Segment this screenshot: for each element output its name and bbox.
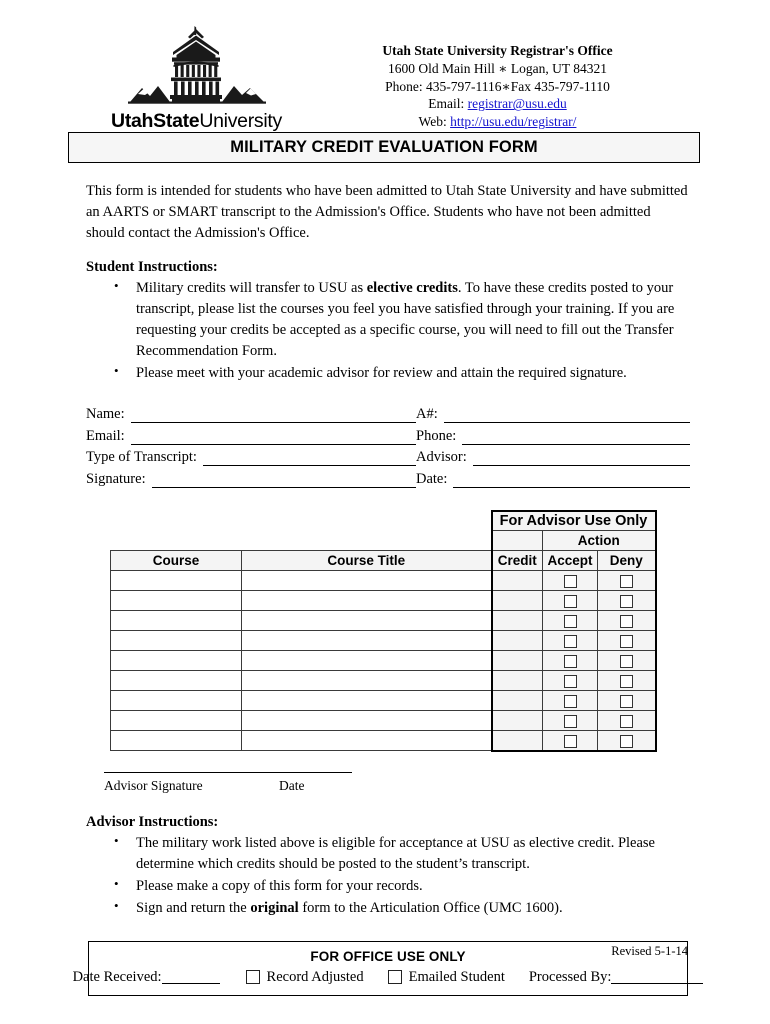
table-row-action-banner xyxy=(111,531,656,551)
field-signature[interactable] xyxy=(86,469,416,488)
cell-deny[interactable] xyxy=(598,671,656,691)
cell-credit[interactable] xyxy=(492,691,543,711)
wordmark-bold: UtahState xyxy=(111,110,200,132)
office-address: 1600 Old Main Hill ∗ Logan, UT 84321 xyxy=(388,60,607,76)
usu-wordmark xyxy=(111,110,282,133)
office-email-line xyxy=(295,95,700,113)
column-header-credit: Credit xyxy=(492,551,543,571)
table-row-advisor-banner xyxy=(111,511,656,531)
website-link[interactable]: http://usu.edu/registrar/ xyxy=(450,114,577,130)
cell-course-title[interactable] xyxy=(242,691,492,711)
cell-accept[interactable] xyxy=(543,611,598,631)
cell-deny[interactable] xyxy=(598,611,656,631)
phone-input[interactable] xyxy=(462,431,690,445)
cell-credit[interactable] xyxy=(492,711,543,731)
cell-course[interactable] xyxy=(111,631,242,651)
accept-checkbox[interactable] xyxy=(564,675,577,688)
cell-course-title[interactable] xyxy=(242,711,492,731)
cell-accept[interactable] xyxy=(543,591,598,611)
cell-deny[interactable] xyxy=(598,711,656,731)
document-header xyxy=(0,0,770,132)
form-body xyxy=(0,181,770,919)
cell-credit[interactable] xyxy=(492,731,543,751)
list-item xyxy=(136,278,692,362)
column-header-course: Course xyxy=(111,551,242,571)
course-table-wrap xyxy=(86,510,692,752)
cell-accept[interactable] xyxy=(543,691,598,711)
field-label: Signature: xyxy=(86,470,146,487)
wordmark-light: University xyxy=(199,110,282,132)
list-item xyxy=(136,898,692,919)
cell-accept[interactable] xyxy=(543,571,598,591)
date-received-field[interactable] xyxy=(73,969,220,986)
student-instructions-heading: Student Instructions: xyxy=(86,259,218,276)
field-email[interactable] xyxy=(86,426,416,445)
field-label: Name: xyxy=(86,406,125,423)
cell-deny[interactable] xyxy=(598,591,656,611)
cell-course-title[interactable] xyxy=(242,731,492,751)
cell-accept[interactable] xyxy=(543,651,598,671)
advisor-input[interactable] xyxy=(473,452,690,466)
list-item xyxy=(136,363,692,384)
accept-checkbox[interactable] xyxy=(564,595,577,608)
list-item xyxy=(136,833,692,875)
cell-course[interactable] xyxy=(111,671,242,691)
bullet-bold: elective credits xyxy=(366,280,458,297)
table-row[interactable] xyxy=(111,691,656,711)
accept-checkbox[interactable] xyxy=(564,635,577,648)
table-row[interactable] xyxy=(111,731,656,751)
cell-credit[interactable] xyxy=(492,591,543,611)
emailed-student-label: Emailed Student xyxy=(408,968,505,985)
table-row[interactable] xyxy=(111,651,656,671)
table-row[interactable] xyxy=(111,631,656,651)
spacer-cell xyxy=(111,531,242,551)
table-row[interactable] xyxy=(111,611,656,631)
field-phone[interactable] xyxy=(416,426,692,445)
field-transcript-type[interactable] xyxy=(86,447,416,466)
field-label: Email: xyxy=(86,427,125,444)
bullet-post: form to the Articulation Office (UMC 1600). xyxy=(298,899,563,916)
deny-checkbox[interactable] xyxy=(620,695,633,708)
table-row[interactable] xyxy=(111,571,656,591)
intro-paragraph: This form is intended for students who have been admitted to Utah State University and have submitted an AARTS or SMART transcript to the Admission's Office. Students who have not been admitted should contact the Admission's Office. xyxy=(86,183,688,242)
bullet-pre: Military credits will transfer to USU as xyxy=(136,280,367,297)
cell-credit[interactable] xyxy=(492,631,543,651)
cell-credit[interactable] xyxy=(492,651,543,671)
cell-course-title[interactable] xyxy=(242,571,492,591)
field-label: Type of Transcript: xyxy=(86,449,197,466)
cell-course[interactable] xyxy=(111,591,242,611)
cell-deny[interactable] xyxy=(598,731,656,751)
form-title-bar xyxy=(68,132,700,163)
deny-checkbox[interactable] xyxy=(620,595,633,608)
field-name[interactable] xyxy=(86,404,416,423)
cell-course-title[interactable] xyxy=(242,671,492,691)
student-instructions-list xyxy=(86,278,692,384)
student-fields xyxy=(86,404,692,488)
bullet-post: . To have these credits posted to your transcript, please list the courses you feel you have satisfied through your training. If you are requesting your credits be accepted as a specific course, you will need to fill out the Transfer Recommendation Form. xyxy=(136,280,675,360)
bullet-pre: Please make a copy of this form for your records. xyxy=(136,877,423,894)
emailed-student-checkbox[interactable] xyxy=(388,970,402,984)
spacer-cell xyxy=(242,511,492,531)
table-row[interactable] xyxy=(111,671,656,691)
field-label: Phone: xyxy=(416,427,457,444)
email-input[interactable] xyxy=(131,431,416,445)
spacer-cell xyxy=(242,531,492,551)
registrar-contact-block xyxy=(295,24,700,131)
accept-checkbox[interactable] xyxy=(564,655,577,668)
course-credit-table xyxy=(110,510,657,752)
cell-credit[interactable] xyxy=(492,611,543,631)
record-adjusted-checkbox[interactable] xyxy=(246,970,260,984)
cell-course[interactable] xyxy=(111,611,242,631)
page-title: MILITARY CREDIT EVALUATION FORM xyxy=(230,138,538,156)
deny-checkbox[interactable] xyxy=(620,655,633,668)
usu-logo xyxy=(70,24,295,133)
table-row-column-headers xyxy=(111,551,656,571)
revision-date: Revised 5-1-14 xyxy=(611,944,688,958)
field-label: A#: xyxy=(416,406,438,423)
accept-checkbox[interactable] xyxy=(564,715,577,728)
date-input[interactable] xyxy=(453,474,690,488)
processed-by-label: Processed By: xyxy=(528,968,612,985)
anumber-input[interactable] xyxy=(444,409,690,423)
field-label: Date: xyxy=(416,470,448,487)
column-header-accept: Accept xyxy=(543,551,598,571)
advisor-use-header: For Advisor Use Only xyxy=(492,511,656,531)
table-row[interactable] xyxy=(111,711,656,731)
cell-course[interactable] xyxy=(111,651,242,671)
office-phone-fax: Phone: 435-797-1116∗Fax 435-797-1110 xyxy=(385,78,610,94)
cell-course[interactable] xyxy=(111,711,242,731)
cell-credit[interactable] xyxy=(492,671,543,691)
deny-checkbox[interactable] xyxy=(620,575,633,588)
bullet-pre: Sign and return the xyxy=(136,899,251,916)
cell-accept[interactable] xyxy=(543,671,598,691)
old-main-building-icon xyxy=(128,24,266,112)
cell-deny[interactable] xyxy=(598,631,656,651)
action-header: Action xyxy=(543,531,656,551)
deny-checkbox[interactable] xyxy=(620,615,633,628)
web-label: Web: xyxy=(418,114,447,130)
cell-credit[interactable] xyxy=(492,571,543,591)
emailed-student-option[interactable] xyxy=(388,969,505,986)
accept-checkbox[interactable] xyxy=(564,695,577,708)
processed-by-field[interactable] xyxy=(529,969,704,986)
office-name: Utah State University Registrar's Office xyxy=(382,43,613,58)
advisor-signature-line[interactable] xyxy=(104,772,352,773)
deny-checkbox[interactable] xyxy=(620,675,633,688)
field-label: Advisor: xyxy=(416,449,467,466)
cell-accept[interactable] xyxy=(543,631,598,651)
table-row[interactable] xyxy=(111,591,656,611)
email-label: Email: xyxy=(428,96,465,112)
office-use-row xyxy=(72,968,687,986)
date-received-input[interactable] xyxy=(162,971,220,984)
transcript-type-input[interactable] xyxy=(203,452,416,466)
cell-course[interactable] xyxy=(111,691,242,711)
email-link[interactable]: registrar@usu.edu xyxy=(467,96,567,112)
cell-deny[interactable] xyxy=(598,691,656,711)
accept-checkbox[interactable] xyxy=(564,735,577,748)
spacer-cell xyxy=(111,511,242,531)
advisor-signature-label: Advisor Signature xyxy=(104,777,203,793)
accept-checkbox[interactable] xyxy=(564,575,577,588)
record-adjusted-label: Record Adjusted xyxy=(266,968,364,985)
cell-accept[interactable] xyxy=(543,711,598,731)
advisor-instructions-heading: Advisor Instructions: xyxy=(86,813,219,830)
field-date[interactable] xyxy=(416,469,692,488)
deny-checkbox[interactable] xyxy=(620,715,633,728)
column-header-course-title: Course Title xyxy=(242,551,492,571)
cell-course-title[interactable] xyxy=(242,611,492,631)
deny-checkbox[interactable] xyxy=(620,635,633,648)
cell-course[interactable] xyxy=(111,731,242,751)
column-header-deny: Deny xyxy=(598,551,656,571)
advisor-signature-labels xyxy=(104,778,384,794)
name-input[interactable] xyxy=(131,409,416,423)
advisor-instructions-list xyxy=(86,833,692,919)
field-anumber[interactable] xyxy=(416,404,692,423)
cell-course[interactable] xyxy=(111,571,242,591)
date-received-label: Date Received: xyxy=(72,968,162,985)
empty-header-cell xyxy=(492,531,543,551)
record-adjusted-option[interactable] xyxy=(246,969,364,986)
cell-course-title[interactable] xyxy=(242,631,492,651)
advisor-signature-area xyxy=(86,772,692,794)
cell-course-title[interactable] xyxy=(242,651,492,671)
cell-course-title[interactable] xyxy=(242,591,492,611)
bullet-pre: The military work listed above is eligible for acceptance at USU as elective credit. Please determine which credits should be posted to the student’s transcript. xyxy=(136,834,655,872)
office-web-line xyxy=(295,113,700,131)
accept-checkbox[interactable] xyxy=(564,615,577,628)
processed-by-input[interactable] xyxy=(611,971,703,984)
cell-deny[interactable] xyxy=(598,651,656,671)
list-item xyxy=(136,876,692,897)
advisor-date-label: Date xyxy=(279,777,305,793)
cell-accept[interactable] xyxy=(543,731,598,751)
office-use-box xyxy=(72,941,688,996)
signature-input[interactable] xyxy=(152,474,416,488)
office-use-title: FOR OFFICE USE ONLY xyxy=(310,948,466,964)
field-advisor[interactable] xyxy=(416,447,692,466)
bullet-pre: Please meet with your academic advisor for review and attain the required signature. xyxy=(136,365,627,382)
deny-checkbox[interactable] xyxy=(620,735,633,748)
bullet-bold: original xyxy=(250,899,299,916)
cell-deny[interactable] xyxy=(598,571,656,591)
